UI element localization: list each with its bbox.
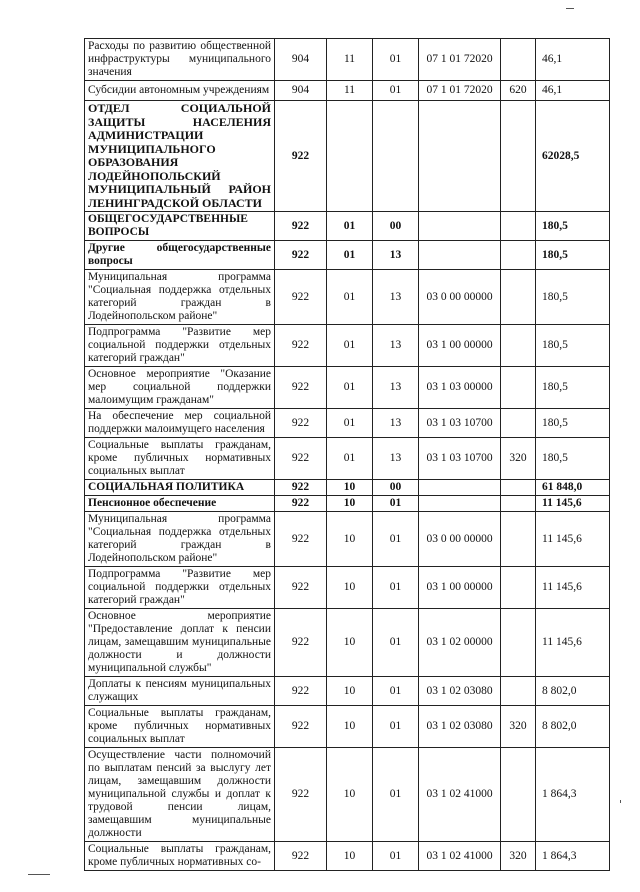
cell-csr: 03 1 02 00000	[419, 609, 501, 677]
cell-vr: 620	[501, 81, 536, 101]
cell-name: СОЦИАЛЬНАЯ ПОЛИТИКА	[85, 480, 275, 496]
cell-name: Муниципальная программа "Социальная поддержка отдельных категорий граждан в Лодейнопольском районе"	[85, 512, 275, 567]
cell-rz: 01	[327, 438, 373, 480]
table-row	[85, 609, 610, 677]
cell-rz: 01	[327, 367, 373, 409]
cell-csr	[419, 480, 501, 496]
cell-pr: 01	[373, 496, 419, 512]
cell-pr: 01	[373, 81, 419, 101]
cell-csr	[419, 241, 501, 270]
table-row	[85, 677, 610, 706]
cell-rz: 11	[327, 39, 373, 81]
cell-glav: 922	[275, 212, 327, 241]
cell-vr	[501, 101, 536, 212]
cell-rz: 10	[327, 842, 373, 871]
table-row	[85, 241, 610, 270]
cell-vr: 320	[501, 842, 536, 871]
cell-csr: 03 0 00 00000	[419, 512, 501, 567]
corner-mark	[566, 8, 574, 9]
cell-vr	[501, 39, 536, 81]
cell-glav: 922	[275, 101, 327, 212]
cell-csr: 03 1 02 03080	[419, 677, 501, 706]
margin-mark	[620, 800, 621, 803]
table-body	[85, 39, 610, 871]
cell-csr	[419, 496, 501, 512]
cell-sum: 180,5	[536, 438, 610, 480]
table-row	[85, 748, 610, 842]
cell-rz: 01	[327, 409, 373, 438]
cell-vr	[501, 241, 536, 270]
cell-name: Субсидии автономным учреждениям	[85, 81, 275, 101]
cell-vr	[501, 748, 536, 842]
cell-rz: 10	[327, 706, 373, 748]
cell-sum: 62028,5	[536, 101, 610, 212]
cell-glav: 922	[275, 496, 327, 512]
cell-rz: 01	[327, 212, 373, 241]
cell-pr: 01	[373, 609, 419, 677]
cell-csr: 03 1 02 41000	[419, 842, 501, 871]
cell-name: Подпрограмма "Развитие мер социальной поддержки отдельных категорий граждан"	[85, 567, 275, 609]
cell-sum: 180,5	[536, 409, 610, 438]
cell-glav: 922	[275, 677, 327, 706]
cell-glav: 922	[275, 325, 327, 367]
cell-csr: 03 1 03 00000	[419, 367, 501, 409]
cell-rz: 01	[327, 325, 373, 367]
cell-pr: 00	[373, 212, 419, 241]
cell-name: Основное мероприятие "Оказание мер социальной поддержки малоимущим гражданам"	[85, 367, 275, 409]
table-row	[85, 480, 610, 496]
table-row	[85, 842, 610, 871]
cell-name: Доплаты к пенсиям муниципальных служащих	[85, 677, 275, 706]
cell-rz: 11	[327, 81, 373, 101]
cell-glav: 904	[275, 39, 327, 81]
budget-table	[84, 38, 610, 871]
cell-pr: 13	[373, 438, 419, 480]
cell-name: ОБЩЕГОСУДАРСТВЕННЫЕ ВОПРОСЫ	[85, 212, 275, 241]
cell-sum: 180,5	[536, 367, 610, 409]
cell-pr: 13	[373, 409, 419, 438]
cell-pr: 01	[373, 842, 419, 871]
cell-glav: 922	[275, 409, 327, 438]
cell-csr: 07 1 01 72020	[419, 39, 501, 81]
table-row	[85, 367, 610, 409]
cell-sum: 46,1	[536, 39, 610, 81]
cell-sum: 180,5	[536, 270, 610, 325]
cell-glav: 922	[275, 609, 327, 677]
cell-pr: 00	[373, 480, 419, 496]
cell-rz: 10	[327, 480, 373, 496]
cell-rz: 10	[327, 496, 373, 512]
cell-sum: 46,1	[536, 81, 610, 101]
cell-name: Муниципальная программа "Социальная поддержка отдельных категорий граждан в Лодейнопольском районе"	[85, 270, 275, 325]
cell-vr	[501, 212, 536, 241]
cell-pr	[373, 101, 419, 212]
cell-sum: 180,5	[536, 241, 610, 270]
cell-rz: 10	[327, 512, 373, 567]
cell-vr	[501, 480, 536, 496]
cell-vr	[501, 270, 536, 325]
cell-csr: 03 1 00 00000	[419, 567, 501, 609]
cell-sum: 180,5	[536, 212, 610, 241]
table-row	[85, 512, 610, 567]
cell-name: Пенсионное обеспечение	[85, 496, 275, 512]
table-row	[85, 212, 610, 241]
table-row	[85, 270, 610, 325]
cell-vr	[501, 325, 536, 367]
cell-name: Подпрограмма "Развитие мер социальной поддержки отдельных категорий граждан"	[85, 325, 275, 367]
cell-pr: 01	[373, 706, 419, 748]
cell-rz: 10	[327, 609, 373, 677]
cell-sum: 11 145,6	[536, 609, 610, 677]
cell-csr: 07 1 01 72020	[419, 81, 501, 101]
cell-pr: 01	[373, 39, 419, 81]
cell-name: ОТДЕЛ СОЦИАЛЬНОЙ ЗАЩИТЫ НАСЕЛЕНИЯ АДМИНИСТРАЦИИ МУНИЦИПАЛЬНОГО ОБРАЗОВАНИЯ ЛОДЕЙНОПОЛЬСКИЙ МУНИЦИПАЛЬНЫЙ РАЙОН ЛЕНИНГРАДСКОЙ ОБЛАСТИ	[85, 101, 275, 212]
cell-rz: 01	[327, 270, 373, 325]
cell-csr	[419, 212, 501, 241]
cell-csr: 03 1 02 03080	[419, 706, 501, 748]
cell-pr: 13	[373, 241, 419, 270]
cell-sum: 11 145,6	[536, 512, 610, 567]
table-row	[85, 496, 610, 512]
table-row	[85, 438, 610, 480]
cell-sum: 11 145,6	[536, 567, 610, 609]
cell-rz	[327, 101, 373, 212]
cell-vr: 320	[501, 706, 536, 748]
table-row	[85, 81, 610, 101]
cell-rz: 10	[327, 748, 373, 842]
cell-vr	[501, 409, 536, 438]
cell-glav: 922	[275, 241, 327, 270]
cell-glav: 922	[275, 512, 327, 567]
table-row	[85, 567, 610, 609]
cell-vr	[501, 496, 536, 512]
cell-glav: 922	[275, 438, 327, 480]
cell-name: Социальные выплаты гражданам, кроме публичных нормативных социальных выплат	[85, 706, 275, 748]
cell-vr: 320	[501, 438, 536, 480]
cell-csr: 03 1 02 41000	[419, 748, 501, 842]
cell-vr	[501, 512, 536, 567]
cell-sum: 61 848,0	[536, 480, 610, 496]
cell-pr: 01	[373, 677, 419, 706]
cell-vr	[501, 367, 536, 409]
cell-pr: 13	[373, 325, 419, 367]
cell-sum: 1 864,3	[536, 842, 610, 871]
table-row	[85, 39, 610, 81]
cell-name: Социальные выплаты гражданам, кроме публичных нормативных социальных выплат	[85, 438, 275, 480]
cell-pr: 01	[373, 567, 419, 609]
cell-name: Основное мероприятие "Предоставление доплат к пенсии лицам, замещавшим муниципальные должности и должности муниципальной службы"	[85, 609, 275, 677]
cell-glav: 904	[275, 81, 327, 101]
cell-csr	[419, 101, 501, 212]
cell-vr	[501, 609, 536, 677]
cell-csr: 03 1 00 00000	[419, 325, 501, 367]
table-row	[85, 101, 610, 212]
cell-glav: 922	[275, 367, 327, 409]
cell-rz: 10	[327, 567, 373, 609]
cell-csr: 03 1 03 10700	[419, 409, 501, 438]
cell-sum: 1 864,3	[536, 748, 610, 842]
cell-name: Социальные выплаты гражданам, кроме публичных нормативных со-	[85, 842, 275, 871]
cell-name: Осуществление части полномочий по выплатам пенсий за выслугу лет лицам, замещавшим должности муниципальной службы и доплат к трудовой пенсии лицам, замещавшим муниципальные должности	[85, 748, 275, 842]
cell-sum: 180,5	[536, 325, 610, 367]
cell-name: На обеспечение мер социальной поддержки малоимущего населения	[85, 409, 275, 438]
cell-glav: 922	[275, 706, 327, 748]
cell-glav: 922	[275, 567, 327, 609]
cell-pr: 13	[373, 367, 419, 409]
cell-sum: 8 802,0	[536, 706, 610, 748]
cell-sum: 8 802,0	[536, 677, 610, 706]
cell-name: Расходы по развитию общественной инфраструктуры муниципального значения	[85, 39, 275, 81]
cell-vr	[501, 677, 536, 706]
cell-glav: 922	[275, 748, 327, 842]
table-row	[85, 325, 610, 367]
cell-pr: 01	[373, 748, 419, 842]
cell-glav: 922	[275, 270, 327, 325]
cell-pr: 13	[373, 270, 419, 325]
cell-glav: 922	[275, 480, 327, 496]
cell-glav: 922	[275, 842, 327, 871]
cell-sum: 11 145,6	[536, 496, 610, 512]
cell-rz: 10	[327, 677, 373, 706]
footer-mark	[28, 874, 50, 875]
cell-name: Другие общегосударственные вопросы	[85, 241, 275, 270]
cell-csr: 03 1 03 10700	[419, 438, 501, 480]
cell-rz: 01	[327, 241, 373, 270]
cell-pr: 01	[373, 512, 419, 567]
cell-csr: 03 0 00 00000	[419, 270, 501, 325]
table-row	[85, 409, 610, 438]
cell-vr	[501, 567, 536, 609]
table-row	[85, 706, 610, 748]
